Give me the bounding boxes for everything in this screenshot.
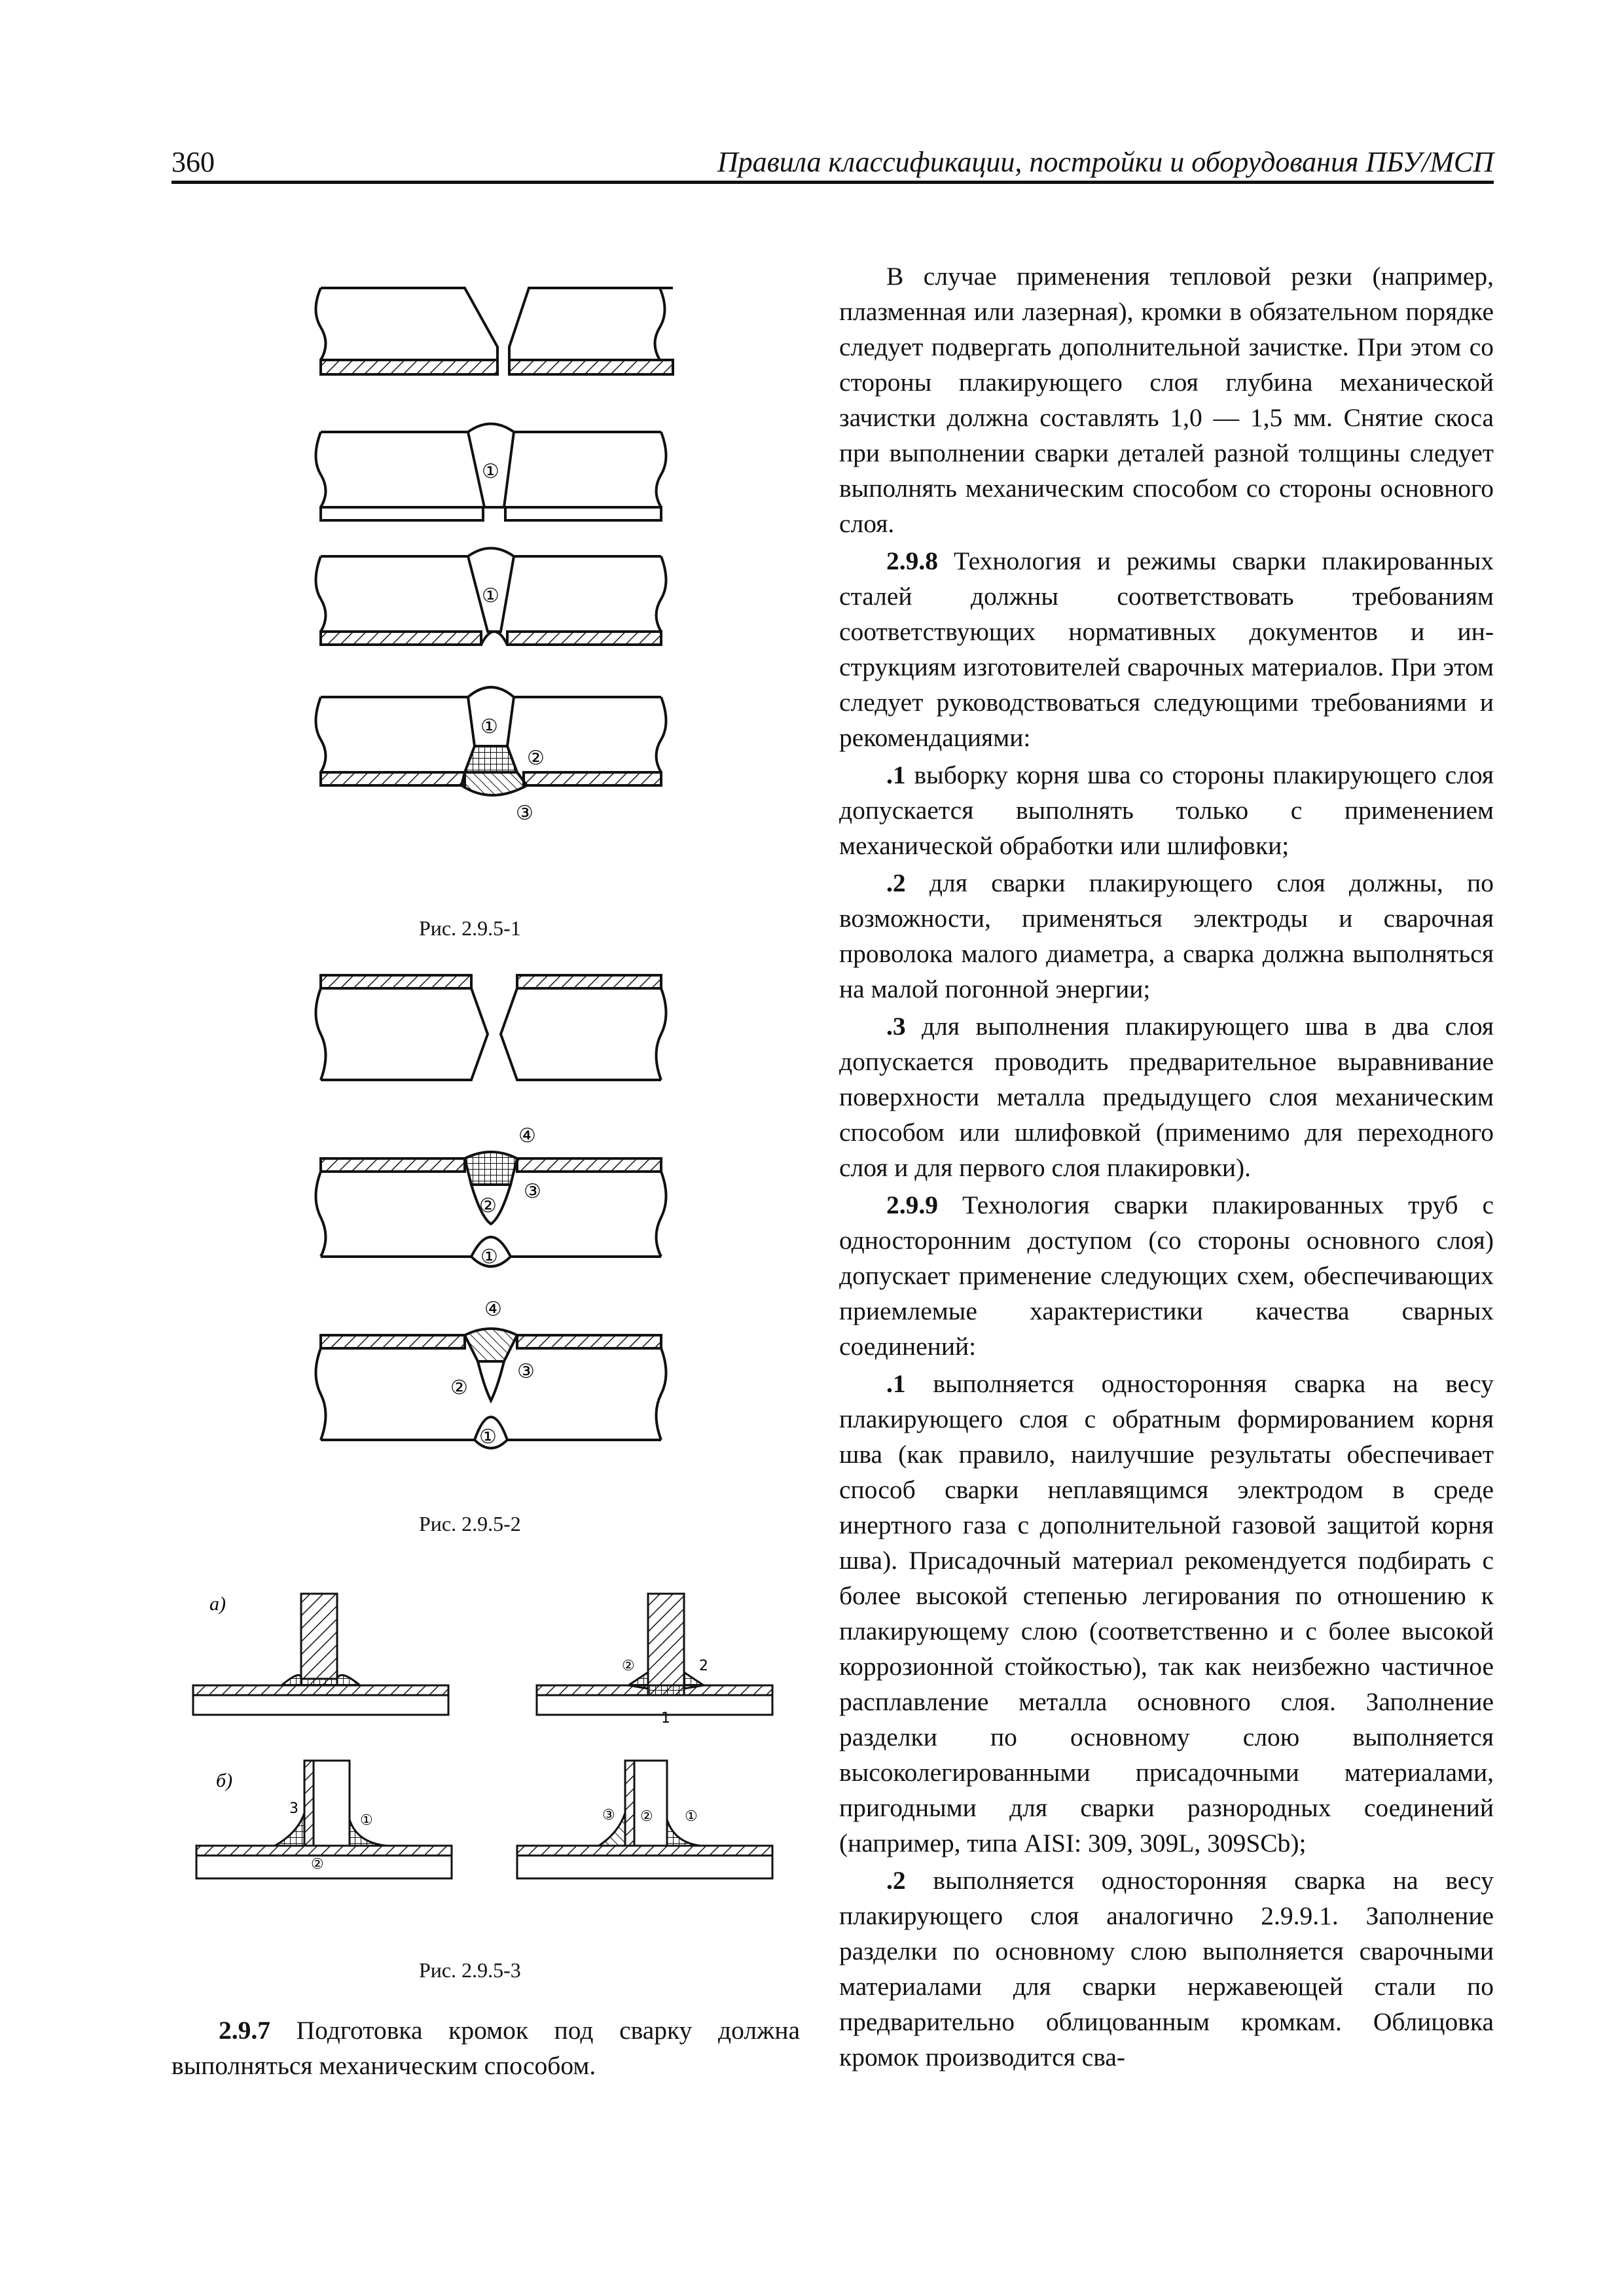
fig2-label-3a: ③ xyxy=(524,1180,541,1203)
list-item-2-9-8-3 xyxy=(839,1009,1494,1185)
fig2-label-4a: ④ xyxy=(518,1124,536,1147)
fig2-label-1b: ① xyxy=(479,1426,497,1448)
fig3-b-right-label-1: ① xyxy=(685,1808,698,1825)
fig3-b-left-label-1: ① xyxy=(360,1812,373,1829)
paragraph-text: Технология и режимы сварки плакированных сталей должны соответствовать требованиям соответствующих нормативных документов и инструкциям изготовителей сварочных материалов. При этом следует руководствоваться следующими требованиями и рекомендациями: xyxy=(839,547,1494,752)
figure-2-9-5-2 xyxy=(308,969,674,1479)
fig1-label-2: ② xyxy=(527,747,545,770)
plates-beveled xyxy=(316,288,674,374)
paragraph-number: 2.9.8 xyxy=(886,547,938,575)
item-number: .1 xyxy=(886,761,906,789)
figure-caption-2: Рис. 2.9.5-2 xyxy=(419,1512,521,1535)
item-text: выполняется односторонняя сварка на весу плакирующего слоя с обратным формированием корня шва (как правило, наилучшие результаты обеспечивает способ сварки неплавящимся электродом в среде инертного газа с дополнительной газовой защитой корня шва). Присадочный материал рекомендуется подбирать с более высокой степенью легирования по отношению к плакирующему слою (соответственно и с более высокой коррозионной стойкостью), так как неизбежно частичное расплавление металла основного слоя. Заполнение разделки по основному слою выполняется высоколегированными присадочными материалами, пригодными для сварки разнородных соединений (например, типа AISI: 309, 309L, 309SCb); xyxy=(839,1369,1494,1857)
figure-caption-3: Рис. 2.9.5-3 xyxy=(419,1958,521,1982)
paragraph-2-9-7 xyxy=(171,2013,800,2083)
list-item-2-9-9-1 xyxy=(839,1366,1494,1861)
paragraph-text: В случае применения тепловой резки (например, плазменная или лазерная), кромки в обязательном порядке следует подвергать дополнительной зачистке. При этом со стороны плакирующего слоя глубина механической зачистки должна составлять 1,0 — 1,5 мм. Снятие скоса при выполнении сварки деталей разной толщины следует выполнять механическим способом со стороны основного слоя. xyxy=(839,262,1494,538)
fig1-label-1a: ① xyxy=(482,460,499,483)
fig3-a-label-2a: ② xyxy=(622,1658,635,1674)
item-number: .2 xyxy=(886,869,906,897)
fig3-a-label-2b: 2 xyxy=(699,1658,708,1674)
header-rule xyxy=(171,181,1494,184)
figure-caption-1: Рис. 2.9.5-1 xyxy=(419,916,521,940)
list-item-2-9-8-1 xyxy=(839,757,1494,863)
list-item-2-9-9-2 xyxy=(839,1863,1494,2075)
item-text: выборку корня шва со стороны плакирующего слоя допускается выполнять только с применением механической обработки или шлифовки; xyxy=(839,761,1494,860)
tee-joint-a-left xyxy=(193,1594,448,1715)
paragraph-text: Подготовка кромок под сварку должна выполняться механическим способом. xyxy=(171,2016,800,2080)
fig3-b-right-label-2: ② xyxy=(640,1808,653,1825)
item-text: выполняется односторонняя сварка на весу плакирующего слоя аналогично 2.9.9.1. Заполнение разделки по основному слою выполняется сварочными материалами для сварки нержавеющей стали по предварительно облицованным кромкам. Облицовка кромок производится сва- xyxy=(839,1866,1494,2072)
paragraph-number: 2.9.9 xyxy=(886,1191,938,1219)
paragraph-number: 2.9.7 xyxy=(219,2016,270,2045)
figure-2-9-5-3 xyxy=(190,1584,779,1950)
fig2-label-3b: ③ xyxy=(517,1360,535,1383)
fig3-sub-b: б) xyxy=(216,1770,233,1791)
item-text: для выполнения плакирующего шва в два слоя допускается проводить предварительное выравнивание поверхности металла предыдущего слоя механическим способом или шлифовкой (применимо для переходного слоя и для первого слоя плакировки). xyxy=(839,1012,1494,1182)
fig3-a-label-1: 1 xyxy=(661,1710,670,1727)
item-number: .2 xyxy=(886,1866,906,1895)
paragraph-2-9-8 xyxy=(839,543,1494,755)
fig1-label-1c: ① xyxy=(480,715,498,738)
paragraph-thermal-cutting xyxy=(839,259,1494,541)
fig3-b-left-label-3: 3 xyxy=(289,1801,298,1817)
figure-2-9-5-1 xyxy=(308,275,674,897)
plates-x-bevel xyxy=(316,975,666,1080)
item-number: .3 xyxy=(886,1012,906,1041)
paragraph-text: Технология сварки плакированных труб с односторонним доступом (со стороны основного слоя) допускает применение следующих схем, обеспечивающих приемлемые характеристики качества сварных соединений: xyxy=(839,1191,1494,1361)
page-header xyxy=(171,145,1494,185)
tee-joint-a-right xyxy=(537,1594,772,1715)
fig1-label-1b: ① xyxy=(482,584,499,607)
fig2-label-4b: ④ xyxy=(484,1298,502,1321)
list-item-2-9-8-2 xyxy=(839,865,1494,1007)
plates-weld-3 xyxy=(316,687,666,795)
fig3-b-left-label-2: ② xyxy=(311,1856,324,1873)
right-text-column xyxy=(839,259,1494,2075)
fig2-label-1a: ① xyxy=(480,1246,498,1268)
item-number: .1 xyxy=(886,1369,906,1398)
fig3-sub-a: а) xyxy=(209,1593,226,1615)
fig3-b-right-label-3: ③ xyxy=(602,1807,615,1823)
fig2-label-2b: ② xyxy=(450,1376,468,1399)
page-number: 360 xyxy=(171,146,215,178)
item-text: для сварки плакирующего слоя должны, по возможности, применяться электроды и сварочная проволока малого диаметра, а сварка должна выполняться на малой погонной энергии; xyxy=(839,869,1494,1003)
paragraph-2-9-9 xyxy=(839,1187,1494,1364)
fig1-label-3: ③ xyxy=(516,802,533,825)
running-title: Правила классификации, постройки и оборудования ПБУ/МСП xyxy=(717,146,1494,178)
fig2-label-2a: ② xyxy=(479,1194,497,1217)
tee-joint-b-left xyxy=(196,1761,452,1878)
